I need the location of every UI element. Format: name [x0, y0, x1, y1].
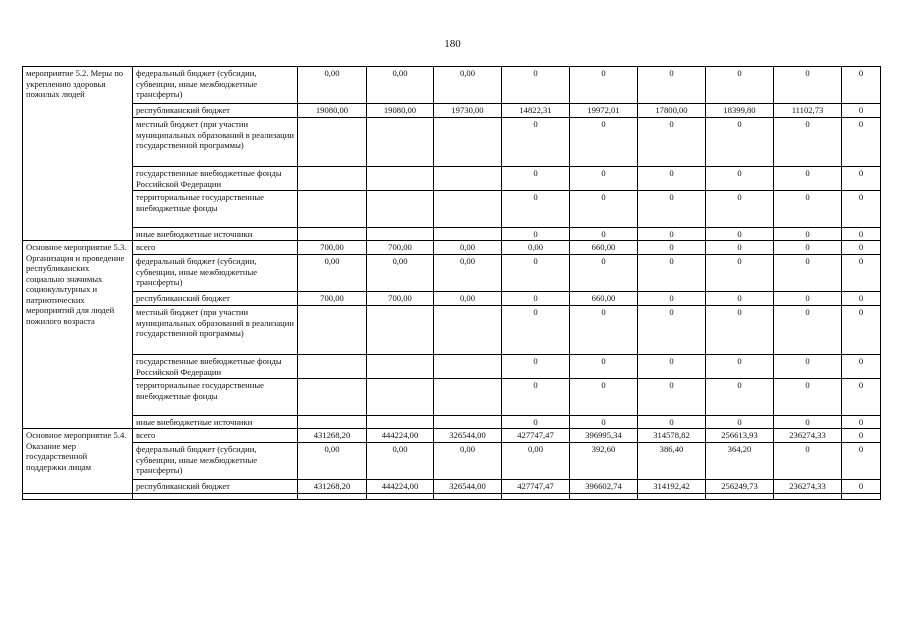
amount-cell: 0: [638, 292, 706, 306]
empty-cell: [298, 494, 367, 500]
table-row: [23, 443, 881, 480]
amount-cell: [298, 191, 367, 228]
amount-cell: 0: [570, 228, 638, 241]
amount-cell: 396602,74: [570, 480, 638, 494]
amount-cell: [298, 355, 367, 379]
amount-cell: [434, 379, 502, 416]
amount-cell: 0: [842, 292, 881, 306]
amount-cell: 0: [774, 306, 842, 355]
amount-cell: 0: [570, 67, 638, 104]
amount-cell: [298, 118, 367, 167]
amount-cell: 0: [570, 306, 638, 355]
amount-cell: 0: [842, 67, 881, 104]
amount-cell: 700,00: [298, 292, 367, 306]
empty-cell: [23, 494, 133, 500]
amount-cell: 0: [842, 228, 881, 241]
amount-cell: 0: [842, 379, 881, 416]
amount-cell: 0: [842, 429, 881, 443]
amount-cell: 0: [638, 355, 706, 379]
amount-cell: 19972,01: [570, 104, 638, 118]
amount-cell: 0: [842, 416, 881, 429]
amount-cell: 236274,33: [774, 480, 842, 494]
amount-cell: 660,00: [570, 241, 638, 255]
funding-source-cell: республиканский бюджет: [133, 104, 298, 118]
amount-cell: 14822,31: [502, 104, 570, 118]
funding-source-cell: всего: [133, 241, 298, 255]
amount-cell: 444224,00: [367, 429, 434, 443]
amount-cell: [434, 355, 502, 379]
amount-cell: 0,00: [298, 67, 367, 104]
amount-cell: 0: [706, 191, 774, 228]
amount-cell: 0: [570, 167, 638, 191]
table-row: [23, 167, 881, 191]
amount-cell: 0,00: [298, 255, 367, 292]
amount-cell: [434, 416, 502, 429]
amount-cell: [434, 118, 502, 167]
funding-source-cell: местный бюджет (при участии муниципальных образований в реализации государственной программы): [133, 306, 298, 355]
amount-cell: 314192,42: [638, 480, 706, 494]
amount-cell: [367, 228, 434, 241]
amount-cell: [367, 191, 434, 228]
funding-source-cell: всего: [133, 429, 298, 443]
amount-cell: 0: [842, 355, 881, 379]
amount-cell: 0: [502, 67, 570, 104]
amount-cell: 700,00: [367, 241, 434, 255]
amount-cell: 392,60: [570, 443, 638, 480]
amount-cell: 0: [638, 379, 706, 416]
amount-cell: 427747,47: [502, 429, 570, 443]
amount-cell: 0: [502, 255, 570, 292]
amount-cell: 0: [842, 118, 881, 167]
empty-cell: [774, 494, 842, 500]
page-number: 180: [444, 38, 461, 50]
measure-name-cell: Основное мероприятие 5.3. Организация и проведение республиканских социально значимых социокультурных и патриотических мероприятий для людей пожилого возраста: [23, 241, 133, 429]
amount-cell: 0: [570, 255, 638, 292]
amount-cell: 0: [570, 191, 638, 228]
funding-source-cell: иные внебюджетные источники: [133, 228, 298, 241]
table-row: [23, 118, 881, 167]
table-row: [23, 104, 881, 118]
amount-cell: [367, 355, 434, 379]
amount-cell: 0: [570, 118, 638, 167]
amount-cell: 0: [638, 241, 706, 255]
amount-cell: 700,00: [298, 241, 367, 255]
amount-cell: 0,00: [367, 443, 434, 480]
amount-cell: 0: [502, 379, 570, 416]
table-row: [23, 416, 881, 429]
amount-cell: 0,00: [367, 67, 434, 104]
funding-source-cell: местный бюджет (при участии муниципальных образований в реализации государственной программы): [133, 118, 298, 167]
table-row: [23, 480, 881, 494]
amount-cell: 396995,34: [570, 429, 638, 443]
table-row: [23, 255, 881, 292]
table-row: [23, 355, 881, 379]
amount-cell: 314578,82: [638, 429, 706, 443]
amount-cell: 0: [502, 355, 570, 379]
amount-cell: 0,00: [434, 67, 502, 104]
amount-cell: 0: [706, 167, 774, 191]
measure-name-cell: Основное мероприятие 5.4. Оказание мер государственной поддержки лицам: [23, 429, 133, 494]
amount-cell: 0: [706, 292, 774, 306]
amount-cell: [298, 167, 367, 191]
table-row: [23, 292, 881, 306]
empty-cell: [502, 494, 570, 500]
amount-cell: 0: [502, 228, 570, 241]
amount-cell: 236274,33: [774, 429, 842, 443]
amount-cell: 0: [842, 306, 881, 355]
table-row: [23, 429, 881, 443]
empty-cell: [133, 494, 298, 500]
funding-source-cell: территориальные государственные внебюджетные фонды: [133, 379, 298, 416]
amount-cell: [298, 228, 367, 241]
amount-cell: 18399,80: [706, 104, 774, 118]
amount-cell: 0: [706, 416, 774, 429]
table-row: [23, 67, 881, 104]
amount-cell: 0: [842, 167, 881, 191]
amount-cell: [367, 306, 434, 355]
table-row: [23, 379, 881, 416]
amount-cell: 364,20: [706, 443, 774, 480]
table-row: [23, 241, 881, 255]
amount-cell: 19080,00: [298, 104, 367, 118]
amount-cell: 0: [842, 443, 881, 480]
empty-cell: [570, 494, 638, 500]
amount-cell: 0: [638, 191, 706, 228]
amount-cell: [298, 416, 367, 429]
amount-cell: 0: [842, 104, 881, 118]
table-row: [23, 228, 881, 241]
amount-cell: [298, 306, 367, 355]
amount-cell: 0: [706, 255, 774, 292]
amount-cell: 0: [502, 416, 570, 429]
funding-source-cell: республиканский бюджет: [133, 292, 298, 306]
amount-cell: 0: [842, 255, 881, 292]
amount-cell: 0: [502, 191, 570, 228]
amount-cell: 0,00: [434, 292, 502, 306]
table-row: [23, 306, 881, 355]
measure-name-cell: мероприятие 5.2. Меры по укреплению здоровья пожилых людей: [23, 67, 133, 241]
funding-source-cell: территориальные государственные внебюджетные фонды: [133, 191, 298, 228]
amount-cell: [367, 167, 434, 191]
amount-cell: 0: [570, 379, 638, 416]
amount-cell: 0: [570, 355, 638, 379]
amount-cell: [367, 416, 434, 429]
amount-cell: 11102,73: [774, 104, 842, 118]
amount-cell: 19730,00: [434, 104, 502, 118]
amount-cell: 427747,47: [502, 480, 570, 494]
amount-cell: 700,00: [367, 292, 434, 306]
amount-cell: [298, 379, 367, 416]
amount-cell: 0: [638, 416, 706, 429]
amount-cell: 256613,93: [706, 429, 774, 443]
amount-cell: 17800,00: [638, 104, 706, 118]
amount-cell: 0: [706, 355, 774, 379]
funding-source-cell: федеральный бюджет (субсидии, субвенции, иные межбюджетные трансферты): [133, 255, 298, 292]
amount-cell: 0: [842, 480, 881, 494]
amount-cell: 431268,20: [298, 480, 367, 494]
amount-cell: 0: [502, 118, 570, 167]
amount-cell: 0: [774, 255, 842, 292]
amount-cell: 0: [570, 416, 638, 429]
amount-cell: 0: [502, 306, 570, 355]
amount-cell: 0: [774, 167, 842, 191]
amount-cell: 0: [638, 228, 706, 241]
amount-cell: 0,00: [367, 255, 434, 292]
amount-cell: 326544,00: [434, 429, 502, 443]
amount-cell: 0,00: [434, 255, 502, 292]
amount-cell: 0: [638, 67, 706, 104]
funding-source-cell: федеральный бюджет (субсидии, субвенции, иные межбюджетные трансферты): [133, 443, 298, 480]
funding-source-cell: государственные внебюджетные фонды Российской Федерации: [133, 167, 298, 191]
amount-cell: [434, 191, 502, 228]
amount-cell: 0: [638, 118, 706, 167]
empty-cell: [706, 494, 774, 500]
amount-cell: [434, 167, 502, 191]
amount-cell: [367, 118, 434, 167]
amount-cell: 431268,20: [298, 429, 367, 443]
amount-cell: 0: [706, 241, 774, 255]
amount-cell: 0: [774, 67, 842, 104]
amount-cell: 0: [706, 118, 774, 167]
amount-cell: 0: [638, 167, 706, 191]
amount-cell: 0: [774, 443, 842, 480]
amount-cell: 0: [774, 191, 842, 228]
amount-cell: 256249,73: [706, 480, 774, 494]
amount-cell: 0,00: [502, 241, 570, 255]
amount-cell: 386,40: [638, 443, 706, 480]
amount-cell: 0: [774, 416, 842, 429]
budget-table: [22, 66, 881, 500]
funding-source-cell: государственные внебюджетные фонды Российской Федерации: [133, 355, 298, 379]
amount-cell: 0: [774, 379, 842, 416]
amount-cell: 0: [774, 355, 842, 379]
amount-cell: 660,00: [570, 292, 638, 306]
amount-cell: 0,00: [298, 443, 367, 480]
amount-cell: 0: [706, 306, 774, 355]
amount-cell: 0: [774, 241, 842, 255]
amount-cell: [434, 228, 502, 241]
funding-source-cell: федеральный бюджет (субсидии, субвенции, иные межбюджетные трансферты): [133, 67, 298, 104]
amount-cell: 0: [842, 241, 881, 255]
amount-cell: 0: [502, 292, 570, 306]
funding-source-cell: республиканский бюджет: [133, 480, 298, 494]
amount-cell: 0: [774, 228, 842, 241]
amount-cell: 0: [638, 255, 706, 292]
amount-cell: 0,00: [434, 241, 502, 255]
amount-cell: 0: [842, 191, 881, 228]
amount-cell: 0: [638, 306, 706, 355]
amount-cell: 0: [774, 118, 842, 167]
empty-cell: [367, 494, 434, 500]
table-row: [23, 494, 881, 500]
amount-cell: 0: [502, 167, 570, 191]
amount-cell: [367, 379, 434, 416]
amount-cell: 0: [774, 292, 842, 306]
empty-cell: [434, 494, 502, 500]
amount-cell: 0,00: [502, 443, 570, 480]
table-row: [23, 191, 881, 228]
amount-cell: [434, 306, 502, 355]
empty-cell: [638, 494, 706, 500]
amount-cell: 0: [706, 379, 774, 416]
amount-cell: 0: [706, 228, 774, 241]
amount-cell: 19080,00: [367, 104, 434, 118]
amount-cell: 0,00: [434, 443, 502, 480]
funding-source-cell: иные внебюджетные источники: [133, 416, 298, 429]
amount-cell: 0: [706, 67, 774, 104]
empty-cell: [842, 494, 881, 500]
amount-cell: 326544,00: [434, 480, 502, 494]
amount-cell: 444224,00: [367, 480, 434, 494]
